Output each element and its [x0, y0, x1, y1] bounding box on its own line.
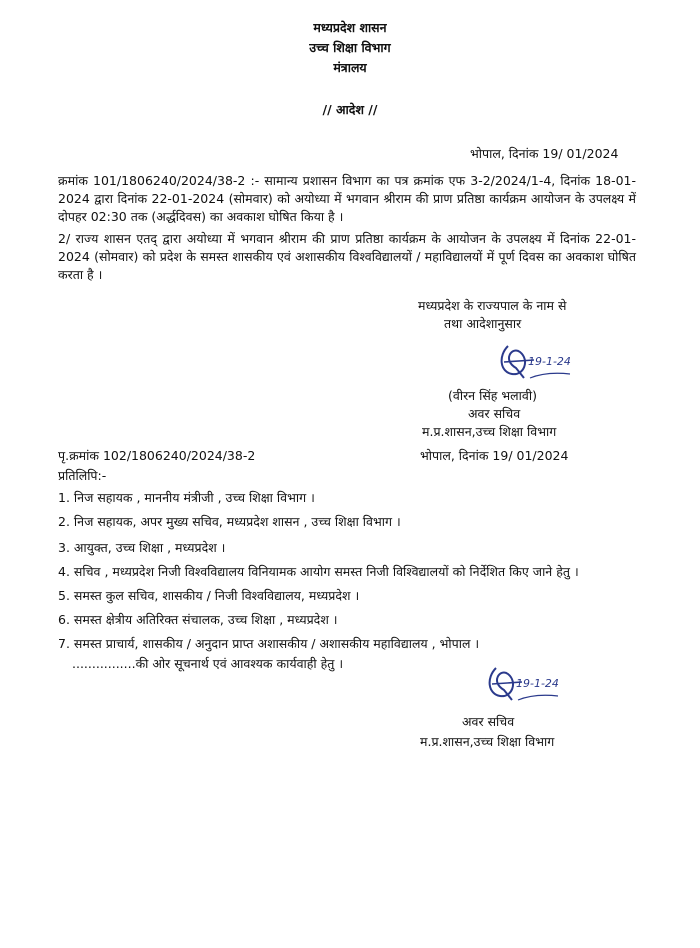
header-department: उच्च शिक्षा विभाग	[309, 40, 391, 55]
signatory-2-department: म.प्र.शासन,उच्च शिक्षा विभाग	[420, 734, 555, 749]
signatory-department: म.प्र.शासन,उच्च शिक्षा विभाग	[422, 424, 557, 439]
order-paragraph-2: 2/ राज्य शासन एतद् द्वारा अयोध्या में भगवान श्रीराम की प्राण प्रतिष्ठा कार्यक्रम के आयोजन के उपलक्ष्य में दिनांक 22-01-2024 (सोमवार) को प्रदेश के समस्त शासकीय एवं अशासकीय विश्वविद्यालयों / महाविद्यालयों में पूर्ण दिवस का अवकाश घोषित करता है ।	[58, 231, 636, 282]
order-title: // आदेश //	[322, 102, 378, 117]
signatory-2-designation: अवर सचिव	[462, 714, 515, 729]
endorsement-number: पृ.क्रमांक 102/1806240/2024/38-2	[58, 448, 256, 463]
recipient-5: 5. समस्त कुल सचिव, शासकीय / निजी विश्वविद्यालय, मध्यप्रदेश ।	[58, 588, 360, 603]
order-place-date: भोपाल, दिनांक 19/ 01/2024	[470, 146, 619, 161]
recipient-4: 4. सचिव , मध्यप्रदेश निजी विश्वविद्यालय विनियामक आयोग समस्त निजी विश्विद्यालयों को निर्देशित किए जाने हेतु ।	[58, 564, 579, 579]
recipient-1: 1. निज सहायक , माननीय मंत्रीजी , उच्च शिक्षा विभाग ।	[58, 490, 315, 505]
signature-2-handwritten-date: 19-1-24	[516, 677, 559, 690]
signatory-name: (वीरन सिंह भलावी)	[448, 388, 537, 403]
recipient-3: 3. आयुक्त, उच्च शिक्षा , मध्यप्रदेश ।	[58, 540, 226, 555]
authority-line-1: मध्यप्रदेश के राज्यपाल के नाम से	[418, 298, 567, 313]
order-paragraph-1: क्रमांक 101/1806240/2024/38-2 :- सामान्य प्रशासन विभाग का पत्र क्रमांक एफ 3-2/2024/1-4, दिनांक 18-01-2024 द्वारा दिनांक 22-01-2024 (सोमवार) को अयोध्या में भगवान श्रीराम की प्राण प्रतिष्ठा कार्यक्रम आयोजन के उपलक्ष्य में दोपहर 02:30 तक (अर्द्धदिवस) का अवकाश घोषित किया है ।	[58, 173, 636, 224]
signature-1-handwritten-date: 19-1-24	[528, 355, 571, 368]
header-ministry: मंत्रालय	[333, 60, 367, 75]
closing-note: ................की ओर सूचनार्थ एवं आवश्यक कार्यवाही हेतु ।	[72, 656, 344, 671]
recipient-2: 2. निज सहायक, अपर मुख्य सचिव, मध्यप्रदेश शासन , उच्च शिक्षा विभाग ।	[58, 514, 401, 529]
copy-label: प्रतिलिपि:-	[58, 468, 107, 483]
header-government: मध्यप्रदेश शासन	[313, 20, 387, 35]
signatory-designation: अवर सचिव	[468, 406, 521, 421]
recipient-7: 7. समस्त प्राचार्य, शासकीय / अनुदान प्राप्त अशासकीय / अशासकीय महाविद्यालय , भोपाल ।	[58, 636, 480, 651]
endorsement-place-date: भोपाल, दिनांक 19/ 01/2024	[420, 448, 569, 463]
authority-line-2: तथा आदेशानुसार	[444, 316, 522, 331]
recipient-6: 6. समस्त क्षेत्रीय अतिरिक्त संचालक, उच्च शिक्षा , मध्यप्रदेश ।	[58, 612, 338, 627]
